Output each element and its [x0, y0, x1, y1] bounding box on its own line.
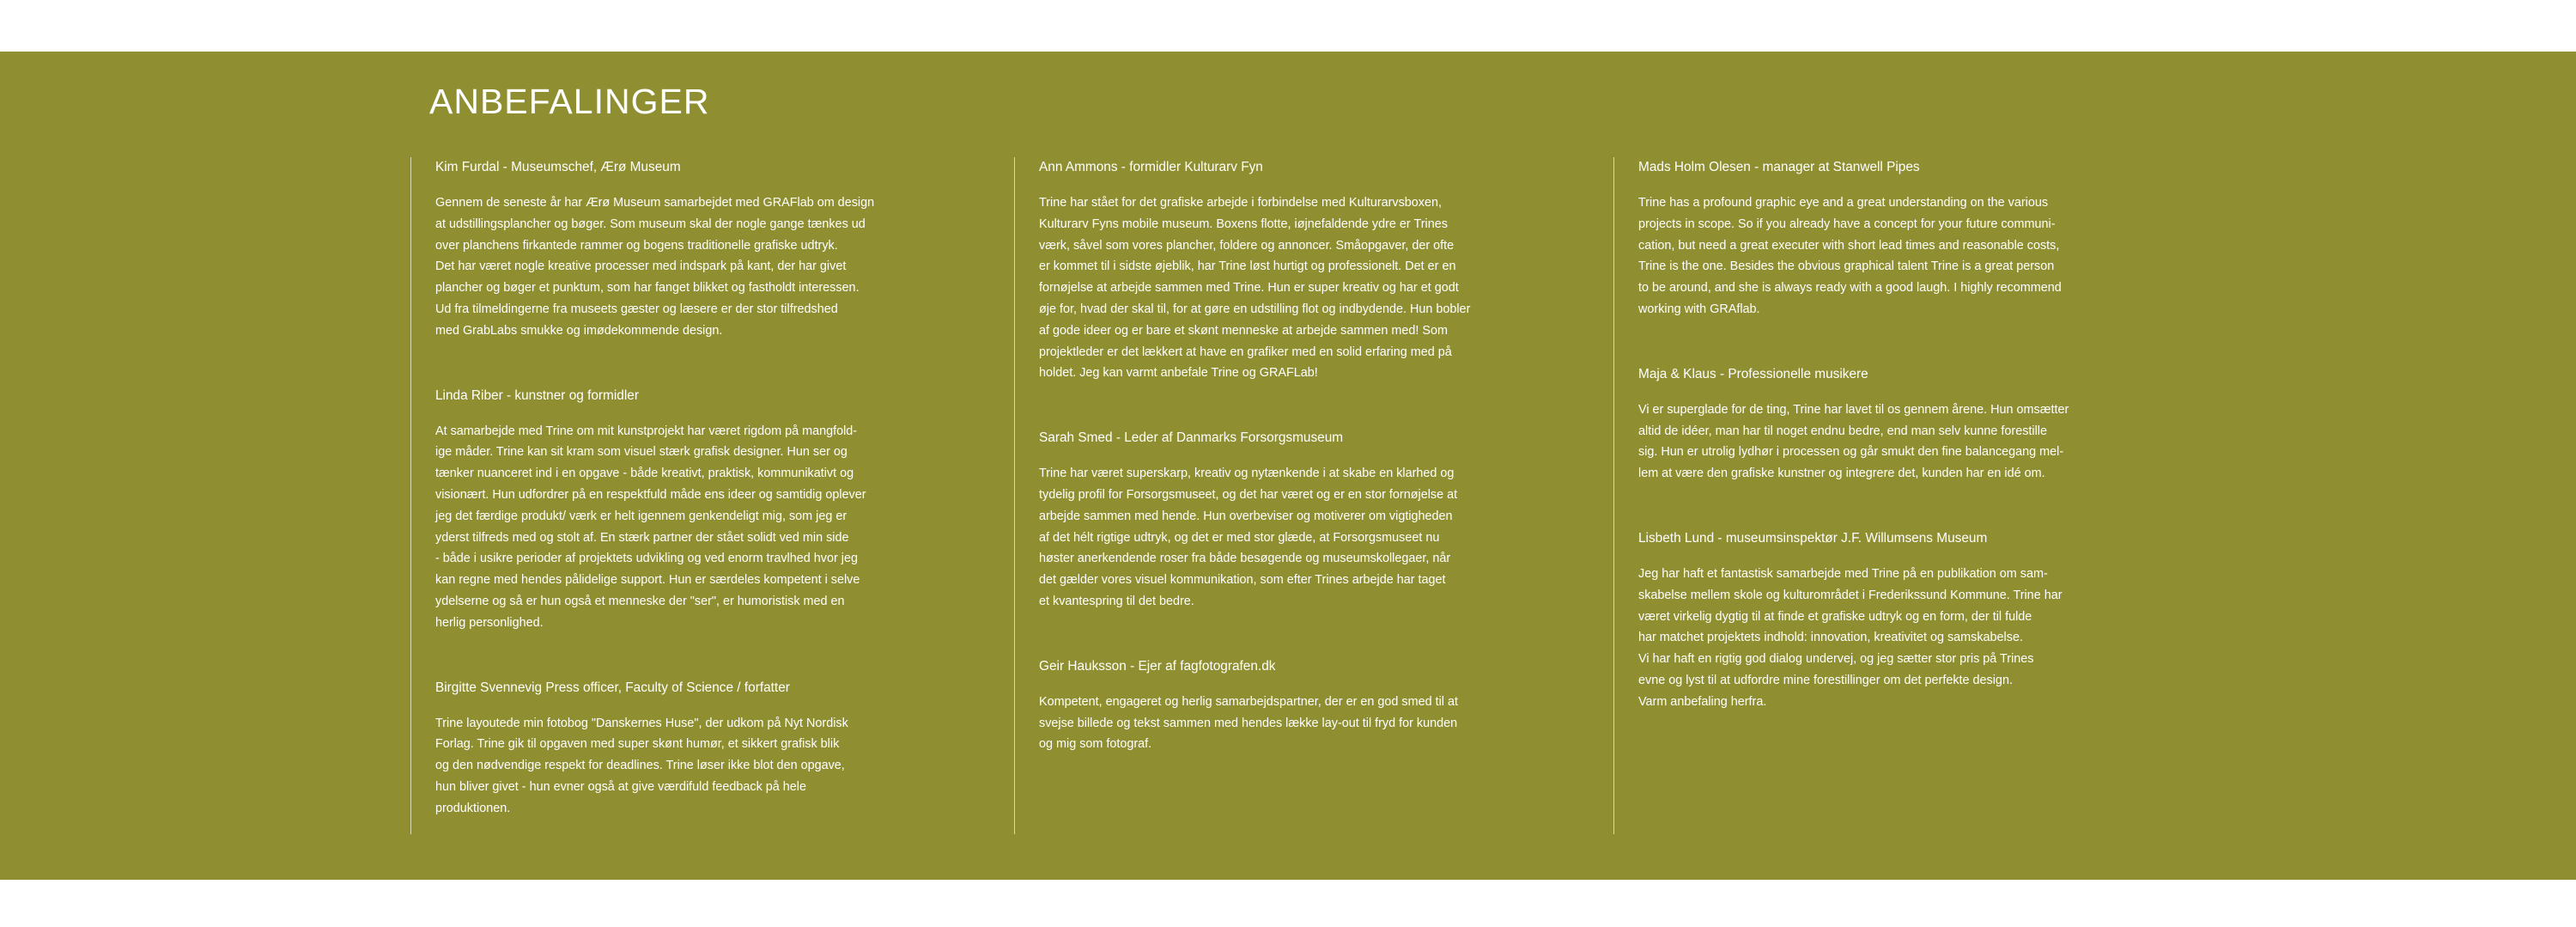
recommendation-text: Trine har stået for det grafiske arbejde i forbindelse med Kulturarvsboxen, Kulturarv Fyns mobile museum. Boxens flotte, iøjnefaldende ydre er Trines værk, såvel som vores plancher, foldere og annoncer. Småopgaver, der ofte er kommet til i sidste øjeblik, har Trine løst hurtigt og professionelt. Det er en fornøjelse at arbejde sammen med Trine. Hun er super kreativ og har et godt øje for, hvad der skal til, for at gøre en udstilling flot og indbydende. Hun bobler af gode ideer og er bare et skønt menneske at arbejde sammen med! Som projektleder er det lækkert at have en grafiker med en solid erfaring med på holdet. Jeg kan varmt anbefale Trine og GRAFLab!: [1039, 196, 1471, 381]
recommendation-entry: [1638, 364, 2163, 485]
recommendation-entry: [1039, 656, 1564, 755]
recommender-name: Birgitte Svennevig Press officer, Faculty of Science / forfatter: [435, 680, 790, 695]
recommender-name: Mads Holm Olesen - manager at Stanwell Pipes: [1638, 160, 1920, 174]
recommendation-text: Trine has a profound graphic eye and a great understanding on the various projects in scope. So if you already have a concept for your future communi- cation, but need a great executer with short lead times and reasonable costs, Trine is the one. Besides the obvious graphical talent Trine is a great person to be around, and she is always ready with a good laugh. I highly recommend working with GRAflab.: [1638, 196, 2062, 316]
recommendation-text: Trine har været superskarp, kreativ og nytænkende i at skabe en klarhed og tydelig profil for Forsorgsmuseet, og det har været og er en stor fornøjelse at arbejde sammen med hende. Hun overbeviser og motiverer om vigtigheden af det hélt rigtige udtryk, og det er med stor glæde, at Forsorgsmuseet nu høster anerkendende roser fra både besøgende og museumskollegaer, når det gælder vores visuel kommunikation, som efter Trines arbejde har taget et kvantespring til det bedre.: [1039, 467, 1458, 608]
recommender-name: Kim Furdal - Museumschef, Ærø Museum: [435, 160, 681, 174]
recommender-name: Maja & Klaus - Professionelle musikere: [1638, 366, 1868, 381]
recommendation-text: Trine layoutede min fotobog "Danskernes Huse", der udkom på Nyt Nordisk Forlag. Trine gik til opgaven med super skønt humør, et sikkert grafisk blik og den nødvendige respekt for deadlines. Trine løser ikke blot den opgave, hun bliver givet - hun evner også at give værdifuld feedback på hele produktionen.: [435, 716, 848, 815]
recommendation-text: Kompetent, engageret og herlig samarbejdspartner, der er en god smed til at svejse billede og tekst sammen med hendes lække lay-out til fryd for kunden og mig som fotograf.: [1039, 694, 1458, 752]
recommendation-entry: [1638, 157, 2163, 320]
recommendation-text: Gennem de seneste år har Ærø Museum samarbejdet med GRAFlab om design at udstillingsplancher og bøger. Som museum skal der nogle gange tænkes ud over planchens firkantede rammer og bogens traditionelle grafiske udtryk. Det har været nogle kreative processer med indspark på kant, der har givet plancher og bøger et punktum, som har fanget blikket og fastholdt interessen. Ud fra tilmeldingerne fra museets gæster og læsere er der stor tilfredshed med GrabLabs smukke og imødekommende design.: [435, 196, 875, 338]
recommender-name: Geir Hauksson - Ejer af fagfotografen.dk: [1039, 658, 1276, 674]
recommender-name: Linda Riber - kunstner og formidler: [435, 387, 639, 403]
recommendation-text: Jeg har haft et fantastisk samarbejde med Trine på en publikation om sam- skabelse mellem skole og kulturområdet i Frederikssund Kommune. Trine har været virkelig dygtig til at finde et grafiske udtryk og en form, der til fulde har matchet projektets indhold: innovation, kreativitet og samskabelse. Vi har haft en rigtig god dialog undervej, og jeg sætter stor pris på Trines evne og lyst til at udfordre mine forestillinger om det perfekte design. Varm anbefaling herfra.: [1638, 566, 2063, 709]
recommender-name: Ann Ammons - formidler Kulturarv Fyn: [1039, 160, 1263, 174]
recommendation-text: Vi er superglade for de ting, Trine har lavet til os gennem årene. Hun omsætter altid de idéer, man har til noget endnu bedre, end man selv kunne forestille sig. Hun er utrolig lydhør i processen og går smukt den fine balancegang mel- lem at være den grafiske kunstner og integrere det, kunden har en idé om.: [1638, 402, 2069, 481]
recommendation-text: At samarbejde med Trine om mit kunstprojekt har været rigdom på mangfold- ige måder. Trine kan sit kram som visuel stærk grafisk designer. Hun ser og tænker nuanceret ind i en opgave - både kreativt, praktisk, kommunikativt og visionært. Hun udfordrer på en respektfuld måde ens ideer og samtidig oplever jeg det færdige produkt/ værk er helt igennem genkendeligt mig, som jeg er yderst tilfreds med og stolt af. En stærk partner der stået solidt ved min side - både i usikre perioder af projektets udvikling og ved enorm travlhed hvor jeg kan regne med hendes pålidelige support. Hun er særdeles kompetent i selve ydelserne og så er hun også et menneske der "ser", er humoristisk med en herlig personlighed.: [435, 424, 866, 630]
recommendation-entry: [435, 386, 960, 634]
recommender-name: Sarah Smed - Leder af Danmarks Forsorgsmuseum: [1039, 430, 1344, 446]
recommendations-column-1: [410, 157, 960, 834]
recommendation-entry: [1638, 528, 2163, 713]
recommendations-column-2: [1014, 157, 1564, 834]
recommender-name: Lisbeth Lund - museumsinspektør J.F. Willumsens Museum: [1638, 530, 1988, 546]
recommendation-entry: [1039, 157, 1564, 384]
section-heading: ANBEFALINGER: [429, 82, 710, 121]
recommendation-entry: [435, 678, 960, 820]
recommendations-column-3: [1613, 157, 2163, 834]
recommendation-entry: [1039, 428, 1564, 613]
recommendation-entry: [435, 157, 960, 342]
